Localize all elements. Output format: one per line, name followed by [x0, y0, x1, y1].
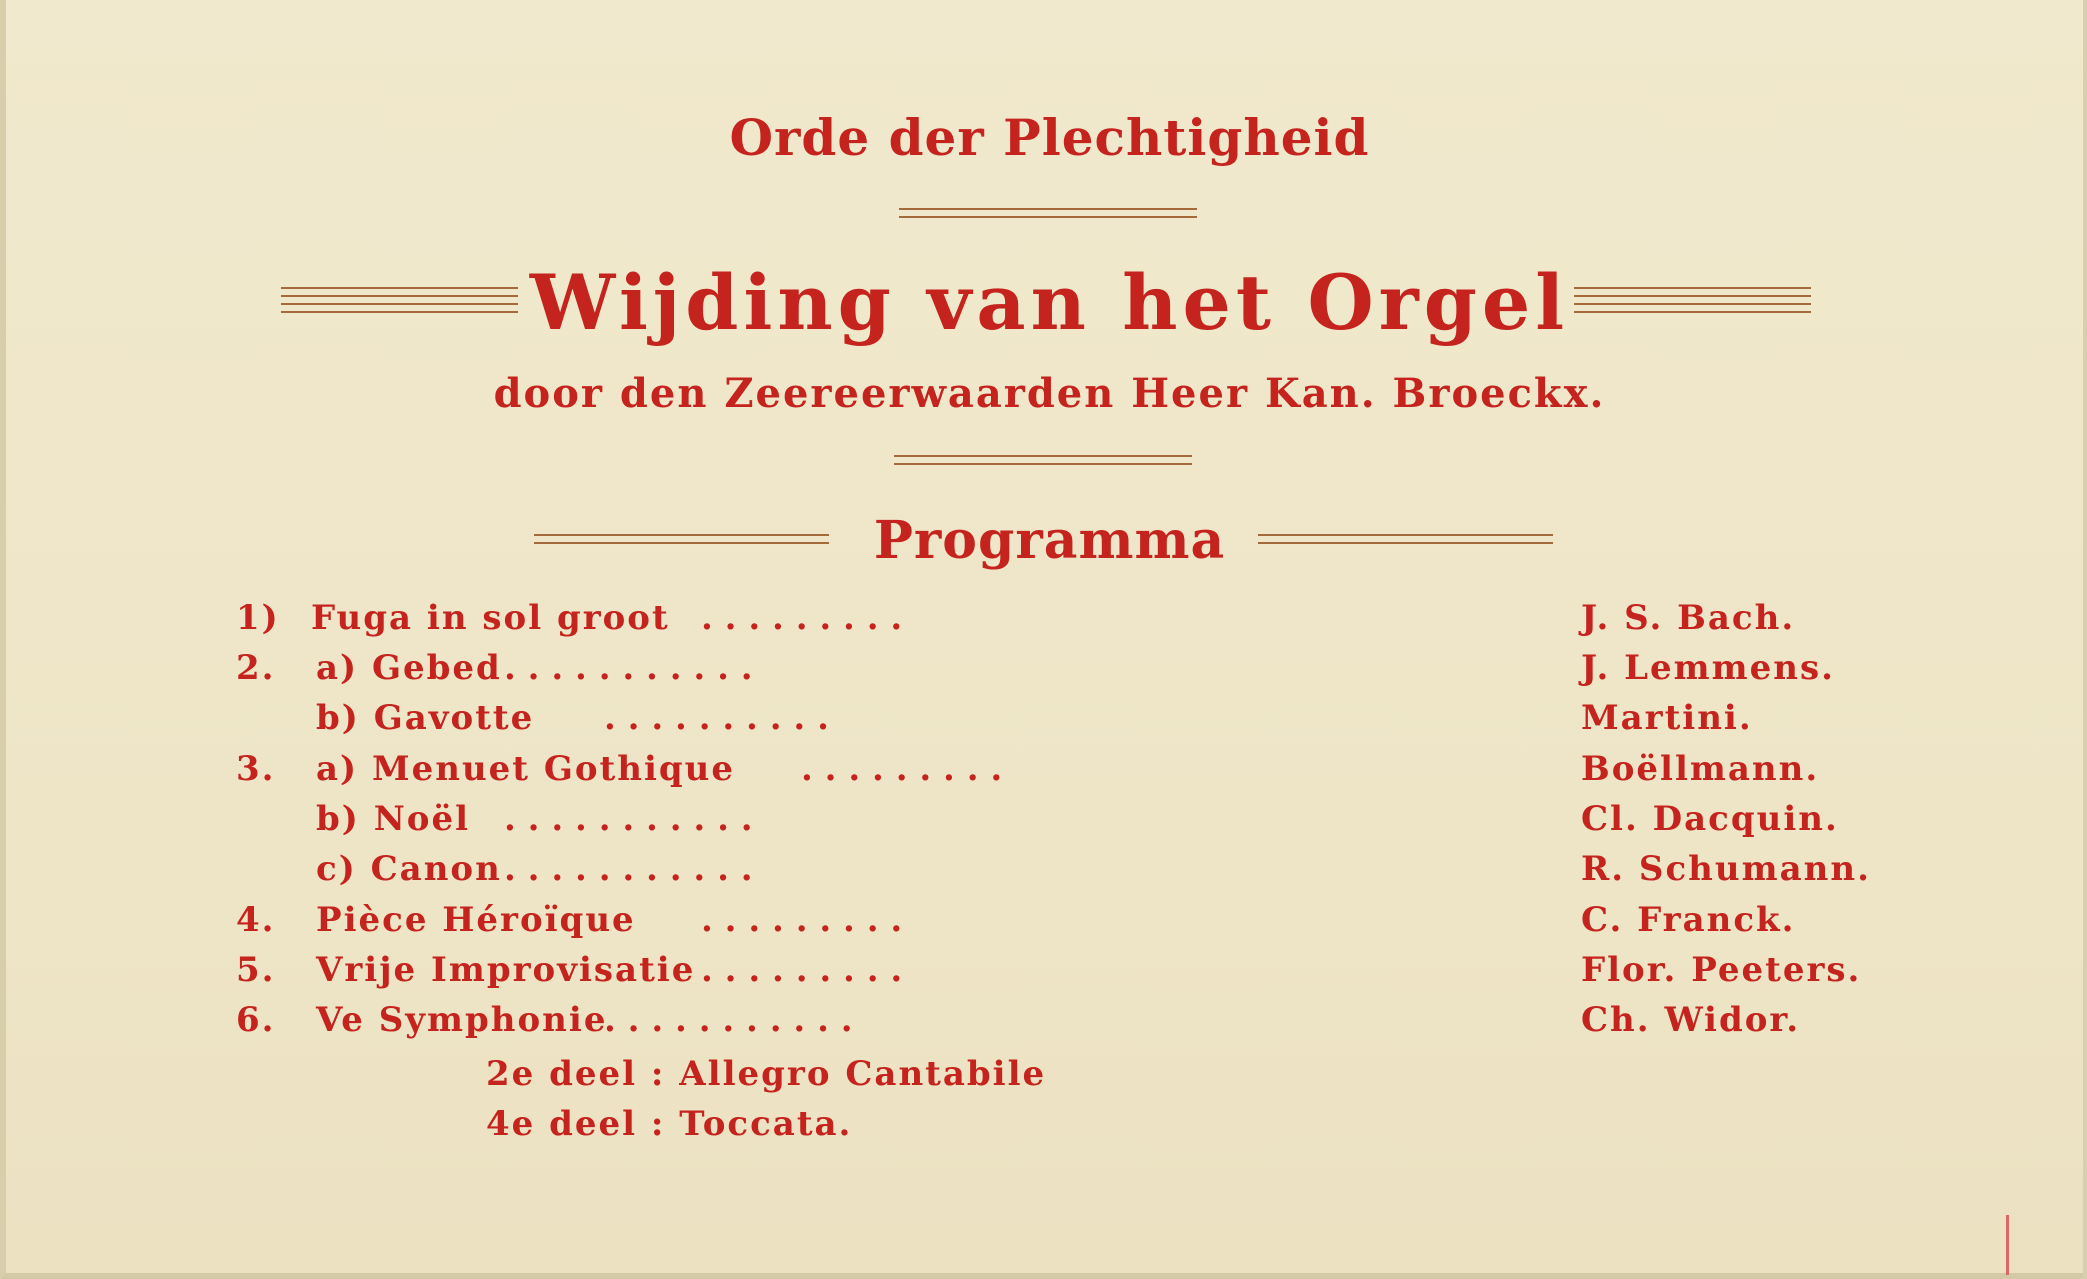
divider-title-right — [1574, 287, 1811, 319]
item-title: Vrije Improvisatie — [316, 950, 696, 990]
item-composer: J. S. Bach. — [1581, 598, 1796, 638]
item-leader: . . . . . . . . . . . — [504, 799, 753, 839]
officiant-line: door den Zeereerwaarden Heer Kan. Broeckx. — [493, 370, 1606, 417]
item-title: Pièce Héroïque — [316, 900, 636, 940]
main-title: Wijding van het Orgel — [529, 258, 1570, 347]
item-leader: . . . . . . . . . . . — [504, 648, 753, 688]
divider-top — [899, 208, 1197, 224]
symphony-part-label: 2e deel : Allegro Cantabile — [486, 1054, 1047, 1094]
ceremony-heading: Orde der Plechtigheid — [729, 108, 1370, 167]
item-number: 2. — [236, 648, 276, 688]
item-title: c) Canon — [316, 849, 502, 889]
item-leader: . . . . . . . . . — [801, 749, 1003, 789]
item-leader: . . . . . . . . . — [701, 900, 903, 940]
item-number: 5. — [236, 950, 276, 990]
item-composer: Ch. Widor. — [1581, 1000, 1801, 1040]
program-heading: Programma — [873, 510, 1226, 571]
item-number: 6. — [236, 1000, 276, 1040]
item-title: a) Gebed — [316, 648, 502, 688]
corner-mark — [2006, 1215, 2009, 1275]
item-composer: R. Schumann. — [1581, 849, 1871, 889]
item-leader: . . . . . . . . . . — [604, 698, 829, 738]
item-number: 1) — [236, 598, 280, 638]
item-leader: . . . . . . . . . — [701, 598, 903, 638]
item-composer: Cl. Dacquin. — [1581, 799, 1839, 839]
card-edge — [2083, 0, 2087, 1279]
item-title: Fuga in sol groot — [311, 598, 670, 638]
item-leader: . . . . . . . . . . . — [504, 849, 753, 889]
item-leader: . . . . . . . . . . . — [604, 1000, 853, 1040]
item-title: Ve Symphonie — [316, 1000, 608, 1040]
symphony-part-label: 4e deel : Toccata. — [486, 1104, 853, 1144]
item-title: b) Noël — [316, 799, 471, 839]
item-number: 3. — [236, 749, 276, 789]
item-composer: C. Franck. — [1581, 900, 1796, 940]
item-leader: . . . . . . . . . — [701, 950, 903, 990]
item-composer: J. Lemmens. — [1581, 648, 1835, 688]
item-title: a) Menuet Gothique — [316, 749, 736, 789]
item-composer: Flor. Peeters. — [1581, 950, 1862, 990]
item-composer: Boëllmann. — [1581, 749, 1820, 789]
divider-program-right — [1258, 534, 1553, 550]
item-number: 4. — [236, 900, 276, 940]
divider-middle — [894, 455, 1192, 471]
item-composer: Martini. — [1581, 698, 1753, 738]
item-title: b) Gavotte — [316, 698, 535, 738]
